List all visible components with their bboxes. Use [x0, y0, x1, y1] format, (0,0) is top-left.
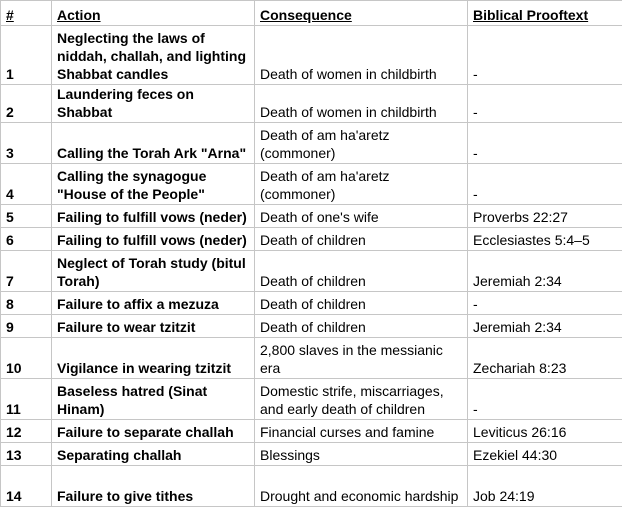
row-number: 8 — [1, 292, 52, 315]
row-number: 10 — [1, 338, 52, 379]
header-prooftext: Biblical Prooftext — [468, 1, 622, 26]
row-consequence: Death of children — [255, 292, 468, 315]
row-consequence: Death of women in childbirth — [255, 26, 468, 85]
row-consequence: 2,800 slaves in the messianic era — [255, 338, 468, 379]
row-number: 6 — [1, 228, 52, 251]
row-consequence: Financial curses and famine — [255, 420, 468, 443]
table-row — [1, 123, 622, 164]
row-number: 1 — [1, 26, 52, 85]
table-row — [1, 338, 622, 379]
header-number: # — [1, 1, 52, 26]
row-consequence: Death of am ha'aretz (commoner) — [255, 164, 468, 205]
row-action: Laundering feces on Shabbat — [52, 85, 255, 123]
row-number: 7 — [1, 251, 52, 292]
table-row — [1, 228, 622, 251]
table-row — [1, 205, 622, 228]
table-row — [1, 26, 622, 85]
row-consequence: Death of women in childbirth — [255, 85, 468, 123]
row-consequence: Death of one's wife — [255, 205, 468, 228]
row-prooftext: - — [468, 85, 622, 123]
table-row — [1, 379, 622, 420]
table-row — [1, 164, 622, 205]
row-action: Neglect of Torah study (bitul Torah) — [52, 251, 255, 292]
header-action: Action — [52, 1, 255, 26]
row-prooftext: Zechariah 8:23 — [468, 338, 622, 379]
row-prooftext: - — [468, 379, 622, 420]
row-prooftext: Ecclesiastes 5:4–5 — [468, 228, 622, 251]
row-number: 9 — [1, 315, 52, 338]
row-prooftext: Proverbs 22:27 — [468, 205, 622, 228]
row-consequence: Death of children — [255, 228, 468, 251]
row-number: 2 — [1, 85, 52, 123]
row-action: Failure to give tithes — [52, 466, 255, 507]
row-number: 13 — [1, 443, 52, 466]
table-row — [1, 315, 622, 338]
table-row — [1, 251, 622, 292]
row-number: 12 — [1, 420, 52, 443]
row-number: 5 — [1, 205, 52, 228]
table-row — [1, 85, 622, 123]
row-action: Failure to wear tzitzit — [52, 315, 255, 338]
row-prooftext: Jeremiah 2:34 — [468, 251, 622, 292]
table-row — [1, 443, 622, 466]
table-row — [1, 292, 622, 315]
row-action: Calling the synagogue "House of the People" — [52, 164, 255, 205]
row-action: Calling the Torah Ark "Arna" — [52, 123, 255, 164]
row-action: Vigilance in wearing tzitzit — [52, 338, 255, 379]
row-prooftext: Ezekiel 44:30 — [468, 443, 622, 466]
row-prooftext: - — [468, 26, 622, 85]
row-consequence: Drought and economic hardship — [255, 466, 468, 507]
row-prooftext: Job 24:19 — [468, 466, 622, 507]
row-action: Failure to affix a mezuza — [52, 292, 255, 315]
table-row — [1, 420, 622, 443]
row-number: 11 — [1, 379, 52, 420]
table-row — [1, 466, 622, 507]
row-number: 14 — [1, 466, 52, 507]
row-consequence: Death of children — [255, 315, 468, 338]
row-number: 3 — [1, 123, 52, 164]
header-row — [1, 1, 622, 26]
row-number: 4 — [1, 164, 52, 205]
row-action: Baseless hatred (Sinat Hinam) — [52, 379, 255, 420]
row-prooftext: Leviticus 26:16 — [468, 420, 622, 443]
row-action: Neglecting the laws of niddah, challah, and lighting Shabbat candles — [52, 26, 255, 85]
row-consequence: Blessings — [255, 443, 468, 466]
row-prooftext: - — [468, 164, 622, 205]
row-prooftext: - — [468, 292, 622, 315]
header-consequence: Consequence — [255, 1, 468, 26]
row-action: Failing to fulfill vows (neder) — [52, 228, 255, 251]
row-consequence: Domestic strife, miscarriages, and early death of children — [255, 379, 468, 420]
row-prooftext: - — [468, 123, 622, 164]
row-consequence: Death of am ha'aretz (commoner) — [255, 123, 468, 164]
row-action: Failure to separate challah — [52, 420, 255, 443]
row-action: Separating challah — [52, 443, 255, 466]
row-action: Failing to fulfill vows (neder) — [52, 205, 255, 228]
row-prooftext: Jeremiah 2:34 — [468, 315, 622, 338]
row-consequence: Death of children — [255, 251, 468, 292]
